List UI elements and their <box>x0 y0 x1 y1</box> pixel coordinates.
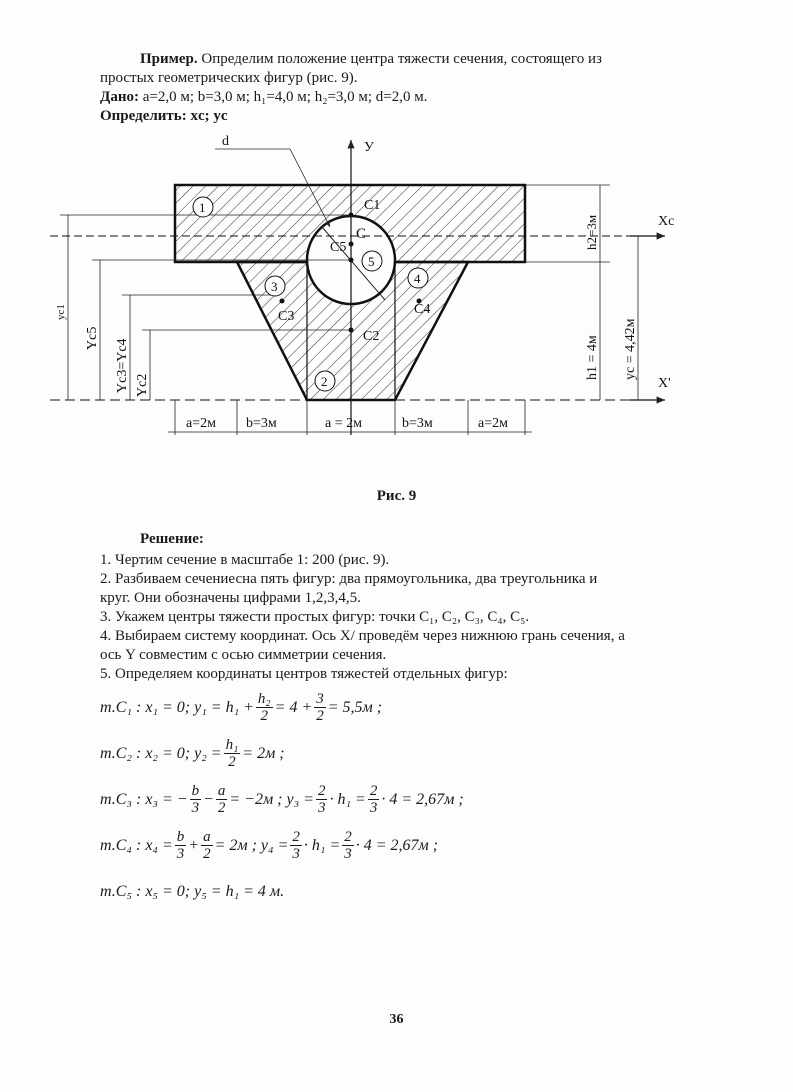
given-label: Дано: <box>100 89 139 105</box>
dim-a2: a = 2м <box>325 416 362 431</box>
dim-yc3: Yc3=Yc4 <box>115 338 130 393</box>
dim-yc2: Yc2 <box>135 373 150 397</box>
label-n1: 1 <box>199 200 206 215</box>
find-text: xc; yc <box>190 108 228 124</box>
solution-step-4b: ось Y совместим с осью симметрии сечения. <box>100 647 387 663</box>
dim-a1: a=2м <box>186 416 216 431</box>
label-c1: C1 <box>364 198 381 213</box>
dim-yc: yc = 4,42м <box>623 318 638 380</box>
label-xc: Xc <box>658 214 675 229</box>
label-c5: C5 <box>330 240 347 255</box>
example-text-2: простых геометрических фигур (рис. 9). <box>100 70 358 86</box>
label-n3: 3 <box>271 279 278 294</box>
example-label: Пример. <box>140 51 198 67</box>
solution-step-5: 5. Определяем координаты центров тяжестей отдельных фигур: <box>100 666 508 682</box>
label-c3: C3 <box>278 309 295 324</box>
label-c2: C2 <box>363 329 380 344</box>
label-y: У <box>364 140 374 155</box>
solution-step-1: 1. Чертим сечение в масштабе 1: 200 (рис. 9). <box>100 552 390 568</box>
example-text-1: Определим положение центра тяжести сечения, состоящего из <box>201 51 602 67</box>
page-number: 36 <box>389 1012 404 1027</box>
figure-caption: Рис. 9 <box>376 488 417 504</box>
dim-a3: a=2м <box>478 416 508 431</box>
dim-b1: b=3м <box>246 416 277 431</box>
cross-section-figure <box>40 135 740 465</box>
label-n2: 2 <box>321 374 328 389</box>
solution-step-3: 3. Укажем центры тяжести простых фигур: точки C₁, C₂, C₃, C₄, C₅. <box>100 609 530 625</box>
label-n4: 4 <box>414 271 421 286</box>
label-n5: 5 <box>368 254 375 269</box>
solution-section <box>100 530 700 914</box>
problem-statement <box>100 50 700 126</box>
solution-step-4a: 4. Выбираем систему координат. Ось X/ проведём через нижнюю грань сечения, а <box>100 628 625 644</box>
formula-c1: т.C₁ : x₁ = 0; y₁ = h₁ + $\frac{\text{h₂}}{2}$ = 4 + $\frac{3}{2}$ = 5,5м ; <box>100 690 383 724</box>
dim-yc5: Yc5 <box>85 326 100 350</box>
dim-h2: h2=3м <box>584 214 599 250</box>
formula-c4: т.C₄ : x₄ = $\frac{b}{3}$ + $\frac{a}{2}$ = 2м ; y₄ = $\frac{2}{3}$ · h₁ = $\frac{2}{3}$ · 4 = 2,67м ; <box>100 828 439 862</box>
solution-title: Решение: <box>140 531 204 547</box>
label-x1: X' <box>658 376 671 391</box>
label-c: C <box>356 226 367 242</box>
solution-step-2b: круг. Они обозначены цифрами 1,2,3,4,5. <box>100 590 361 606</box>
dim-yc1: yc1 <box>55 304 67 320</box>
dim-h1: h1 = 4м <box>585 335 600 380</box>
formula-c5: т.C₅ : x₅ = 0; y₅ = h₁ = 4 м. <box>100 882 285 900</box>
formula-c2: т.C₂ : x₂ = 0; y₂ = $\frac{\text{h₁}}{2}$ = 2м ; <box>100 736 285 770</box>
find-line <box>100 107 700 126</box>
find-label: Определить: <box>100 108 187 124</box>
dim-b2: b=3м <box>402 416 433 431</box>
given-text: a=2,0 м; b=3,0 м; h₁=4,0 м; h₂=3,0 м; d=2,0 м. <box>142 89 428 105</box>
example-line <box>100 50 700 69</box>
label-d: d <box>222 135 229 149</box>
formula-c3: т.C₃ : x₃ = − $\frac{b}{3}$ − $\frac{a}{2}$ = −2м ; y₃ = $\frac{2}{3}$ · h₁ = $\frac{2}{3}$ · 4 = 2,67м ; <box>100 782 464 816</box>
given-line <box>100 88 700 107</box>
solution-step-2a: 2. Разбиваем сечениесна пять фигур: два прямоугольника, два треугольника и <box>100 571 598 587</box>
label-c4: C4 <box>414 302 431 317</box>
